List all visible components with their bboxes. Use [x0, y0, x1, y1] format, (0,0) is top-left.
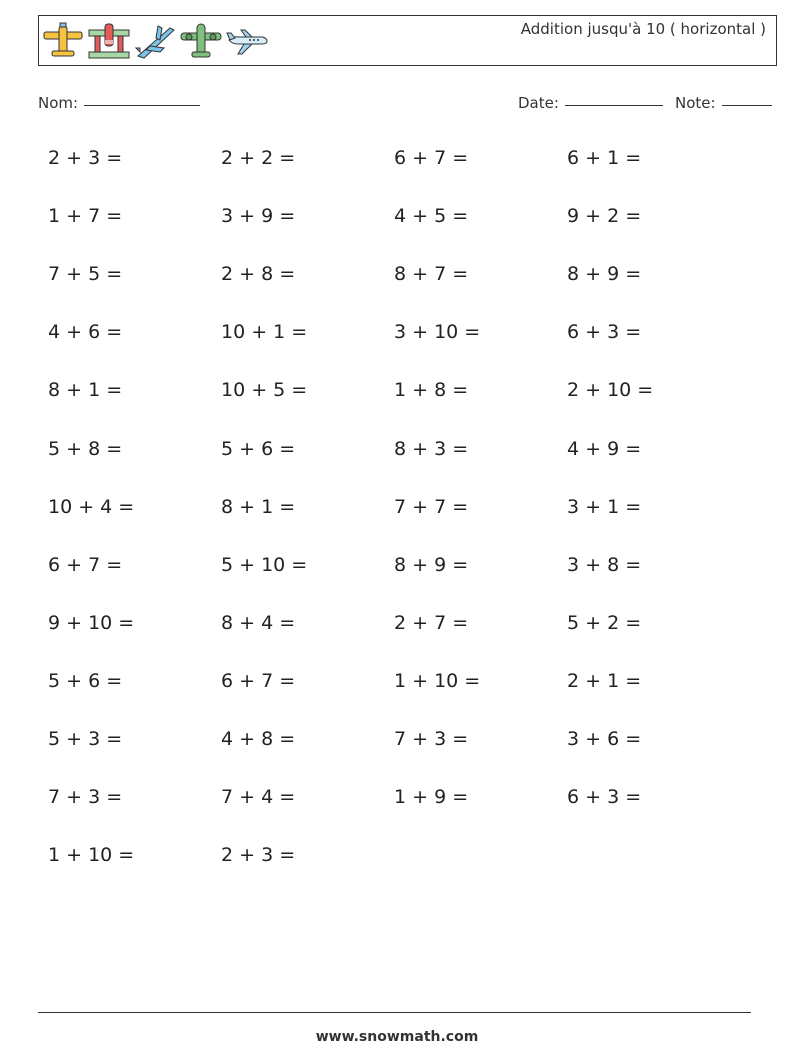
problem-item: 5 + 3 = [48, 728, 123, 750]
date-field[interactable] [518, 94, 663, 112]
problem-item: 5 + 2 = [567, 611, 642, 634]
problem-item: 2 + 2 = [221, 147, 296, 169]
header-box [38, 15, 777, 66]
problem-item: 7 + 7 = [394, 495, 469, 518]
problem-item: 7 + 5 = [48, 263, 123, 286]
problem-item: 5 + 8 = [48, 437, 123, 460]
problem-item: 2 + 3 = [221, 844, 296, 867]
problem-item: 6 + 3 = [567, 321, 642, 344]
problem-item: 5 + 6 = [48, 669, 123, 692]
footer-site: www.snowmath.com [315, 1029, 479, 1045]
problem-item: 8 + 3 = [394, 437, 469, 460]
problem-item: 3 + 8 = [567, 553, 642, 576]
grade-blank[interactable] [722, 104, 772, 106]
problem-item: 4 + 6 = [48, 321, 123, 344]
problem-item: 7 + 3 = [48, 786, 123, 809]
problem-item: 2 + 8 = [221, 263, 296, 286]
problem-item: 10 + 4 = [48, 495, 135, 518]
problem-item: 3 + 6 = [567, 728, 642, 750]
yellow-biplane-icon [42, 22, 84, 60]
airliner-icon [226, 22, 268, 60]
problem-item: 2 + 3 = [48, 147, 123, 169]
problem-item: 6 + 3 = [567, 786, 642, 809]
name-label: Nom: [38, 94, 79, 112]
green-bomber-icon [180, 22, 222, 60]
name-field[interactable] [38, 94, 200, 112]
name-blank[interactable] [84, 104, 200, 106]
blue-jet-icon [134, 22, 176, 60]
problem-item: 2 + 1 = [567, 669, 642, 692]
worksheet-title: Addition jusqu'à 10 ( horizontal ) [520, 20, 766, 38]
problem-item: 1 + 10 = [48, 844, 135, 867]
problem-item: 4 + 5 = [394, 205, 469, 228]
problem-item: 3 + 1 = [567, 495, 642, 518]
plane-icons [42, 21, 268, 61]
problem-item: 6 + 7 = [221, 669, 296, 692]
problem-item: 5 + 6 = [221, 437, 296, 460]
problem-item: 1 + 8 = [394, 379, 469, 402]
red-triplane-icon [88, 22, 130, 60]
problem-item: 1 + 9 = [394, 786, 469, 809]
problem-item: 8 + 1 = [221, 495, 296, 518]
problem-item: 3 + 9 = [221, 205, 296, 228]
problem-item: 1 + 10 = [394, 669, 481, 692]
problem-item: 6 + 7 = [394, 147, 469, 169]
problem-item: 7 + 4 = [221, 786, 296, 809]
problem-item: 10 + 1 = [221, 321, 308, 344]
problem-item: 2 + 10 = [567, 379, 654, 402]
problem-item: 9 + 10 = [48, 611, 135, 634]
problem-item: 8 + 4 = [221, 611, 296, 634]
problem-item: 7 + 3 = [394, 728, 469, 750]
problem-item: 8 + 9 = [567, 263, 642, 286]
problem-item: 4 + 9 = [567, 437, 642, 460]
problem-item: 8 + 9 = [394, 553, 469, 576]
problem-item: 3 + 10 = [394, 321, 481, 344]
problem-item: 8 + 1 = [48, 379, 123, 402]
problem-item: 6 + 1 = [567, 147, 642, 169]
date-label: Date: [518, 94, 559, 112]
problem-item: 2 + 7 = [394, 611, 469, 634]
problem-item: 6 + 7 = [48, 553, 123, 576]
problem-item: 8 + 7 = [394, 263, 469, 286]
problem-item: 10 + 5 = [221, 379, 308, 402]
grade-field[interactable] [675, 94, 772, 112]
problem-item: 9 + 2 = [567, 205, 642, 228]
date-blank[interactable] [565, 104, 663, 106]
problem-item: 5 + 10 = [221, 553, 308, 576]
problem-item: 4 + 8 = [221, 728, 296, 750]
grade-label: Note: [675, 94, 716, 112]
footer-divider [38, 1012, 751, 1013]
problem-item: 1 + 7 = [48, 205, 123, 228]
